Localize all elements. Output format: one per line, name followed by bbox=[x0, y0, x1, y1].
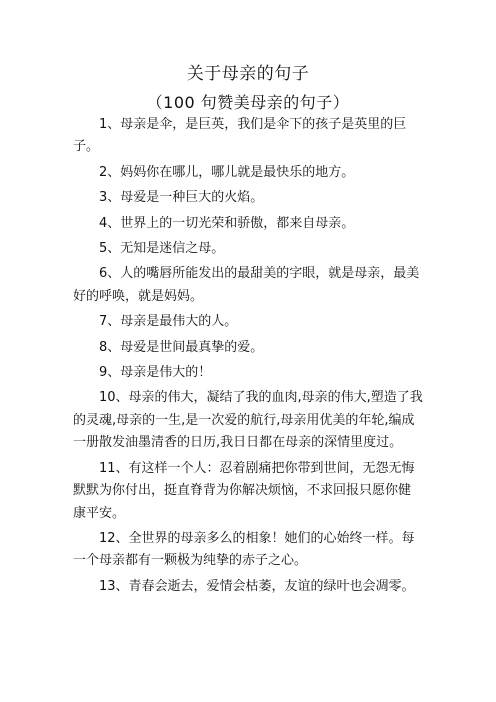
paragraph-6: 6、人的嘴唇所能发出的最甜美的字眼，就是母亲，最美好的呼唤，就是妈妈。 bbox=[73, 266, 420, 304]
paragraph-10: 10、母亲的伟大，凝结了我的血肉,母亲的伟大,塑造了我的灵魂,母亲的一生,是一次爱的航行,母亲用优美的年轮,编成一册散发油墨清香的日历,我日日都在母亲的深情里度过。 bbox=[73, 390, 423, 451]
paragraph-1: 1、母亲是伞，是巨英，我们是伞下的孩子是英里的巨子。 bbox=[73, 117, 407, 155]
paragraph-7: 7、母亲是最伟大的人。 bbox=[99, 314, 238, 330]
paragraph-11: 11、有这样一个人：忍着剧痛把你带到世间，无怨无悔默默为你付出，挺直脊背为你解决烦恼，不求回报只愿你健康平安。 bbox=[73, 460, 415, 521]
document-subtitle: （100 句赞美母亲的句子） bbox=[146, 93, 350, 112]
document-body bbox=[73, 114, 423, 601]
paragraph-3: 3、母爱是一种巨大的火焰。 bbox=[99, 190, 264, 206]
paragraph-9: 9、母亲是伟大的！ bbox=[99, 365, 212, 381]
paragraph-8: 8、母爱是世间最真挚的爱。 bbox=[99, 339, 264, 355]
paragraph-13: 13、青春会逝去，爱情会枯萎，友谊的绿叶也会凋零。 bbox=[99, 578, 415, 594]
paragraph-12: 12、全世界的母亲多么的相象！她们的心始终一样。每一个母亲都有一颗极为纯挚的赤子之心。 bbox=[73, 530, 415, 569]
paragraph-2: 2、妈妈你在哪儿，哪儿就是最快乐的地方。 bbox=[99, 164, 355, 180]
paragraph-4: 4、世界上的一切光荣和骄傲，都来自母亲。 bbox=[99, 215, 355, 231]
document-title: 关于母亲的句子 bbox=[186, 64, 310, 84]
paragraph-5: 5、无知是迷信之母。 bbox=[99, 241, 225, 257]
